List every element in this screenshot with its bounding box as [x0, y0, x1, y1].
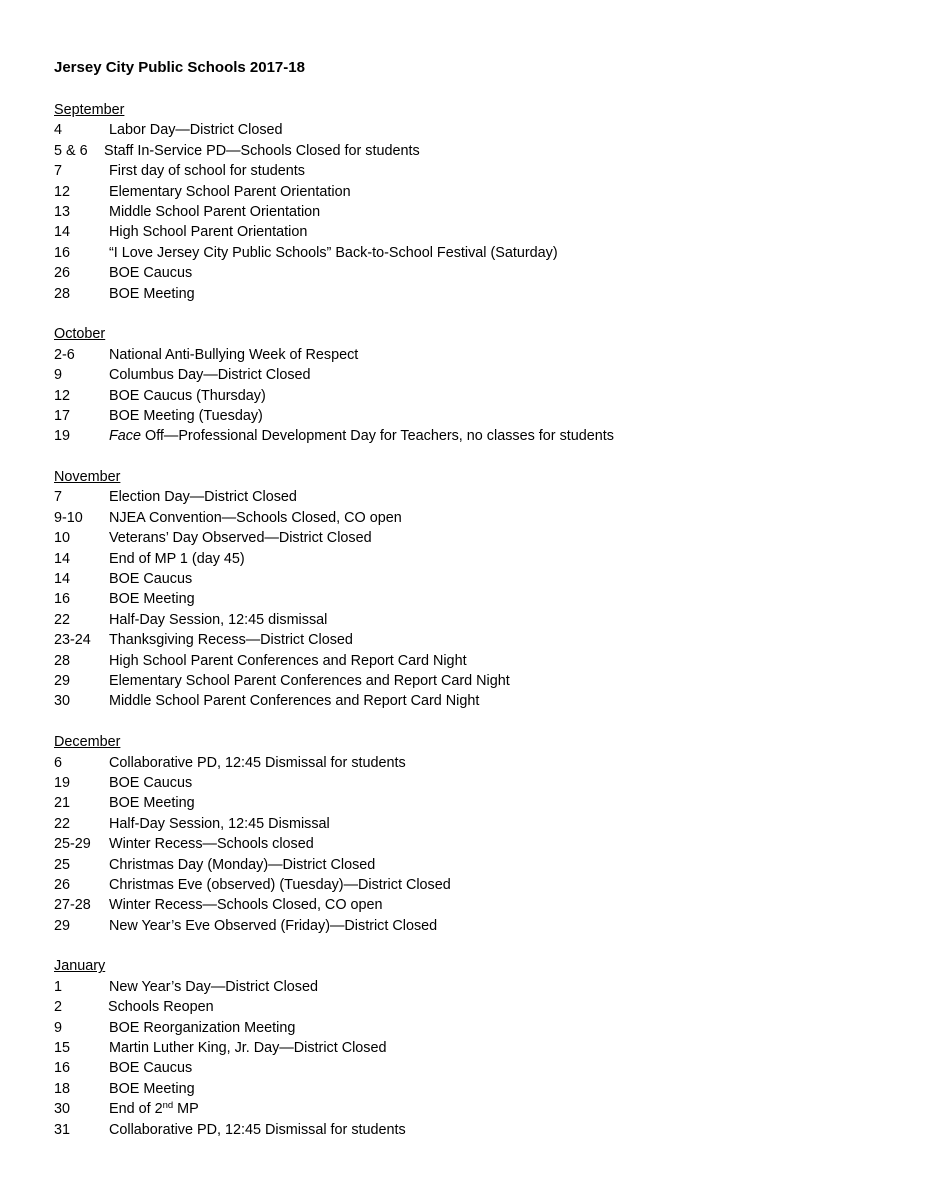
event-superscript: nd	[162, 1100, 174, 1112]
event-text: BOE Reorganization Meeting	[109, 1019, 296, 1036]
event-date: 14	[54, 550, 71, 567]
month-section-december	[54, 732, 927, 936]
event-row	[54, 855, 927, 875]
event-date: 2-6	[54, 346, 75, 363]
document-title: Jersey City Public Schools 2017-18	[54, 59, 305, 76]
event-date: 22	[54, 815, 71, 832]
month-heading: January	[54, 958, 106, 975]
event-row	[54, 284, 927, 304]
event-description	[109, 1079, 195, 1099]
event-row	[54, 875, 927, 895]
event-date: 7	[54, 489, 63, 506]
event-text: Winter Recess—Schools closed	[109, 836, 314, 853]
event-text: BOE Caucus	[109, 571, 193, 588]
event-text: BOE Meeting (Tuesday)	[109, 407, 263, 424]
event-row	[54, 141, 927, 161]
event-date: 16	[54, 591, 71, 608]
event-description	[109, 386, 266, 406]
event-row	[54, 753, 927, 773]
event-description	[109, 691, 479, 711]
event-description	[109, 855, 375, 875]
event-row	[54, 569, 927, 589]
event-text: BOE Caucus	[109, 1060, 193, 1077]
event-text: Collaborative PD, 12:45 Dismissal for students	[109, 1121, 406, 1138]
event-date: 27-28	[54, 897, 91, 914]
event-text: National Anti-Bullying Week of Respect	[109, 346, 359, 363]
event-text: End of MP 1 (day 45)	[109, 550, 245, 567]
event-text: BOE Caucus (Thursday)	[109, 387, 266, 404]
event-text-suffix: MP	[173, 1101, 199, 1118]
event-text: Staff In-Service PD—Schools Closed for students	[104, 142, 420, 159]
event-description	[109, 508, 402, 528]
event-date: 9-10	[54, 509, 83, 526]
month-heading: December	[54, 734, 121, 751]
event-date: 31	[54, 1121, 71, 1138]
event-description	[109, 161, 305, 181]
event-row	[54, 161, 927, 181]
event-description	[109, 569, 192, 589]
event-italic-text: Face	[109, 428, 141, 445]
event-row	[54, 1038, 927, 1058]
event-text: High School Parent Conferences and Report Card Night	[109, 652, 467, 669]
event-text: Labor Day—District Closed	[109, 122, 283, 139]
event-date: 17	[54, 407, 71, 424]
event-row	[54, 182, 927, 202]
event-date: 16	[54, 1060, 71, 1077]
month-list	[54, 100, 927, 1140]
event-description	[109, 365, 311, 385]
event-date: 12	[54, 183, 71, 200]
event-row	[54, 610, 927, 630]
event-date: 18	[54, 1080, 71, 1097]
event-text: Election Day—District Closed	[109, 489, 297, 506]
event-description	[109, 1058, 192, 1078]
event-date: 13	[54, 203, 71, 220]
event-date: 9	[54, 1019, 63, 1036]
event-date: 30	[54, 1101, 71, 1118]
event-row	[54, 773, 927, 793]
event-description	[109, 875, 451, 895]
event-row	[54, 528, 927, 548]
event-description	[109, 243, 558, 263]
event-text: Off—Professional Development Day for Teachers, no classes for students	[141, 428, 614, 445]
month-section-october	[54, 324, 927, 446]
event-text: Middle School Parent Orientation	[109, 203, 321, 220]
month-section-november	[54, 467, 927, 712]
event-description	[109, 895, 383, 915]
event-row	[54, 977, 927, 997]
event-date: 19	[54, 774, 71, 791]
month-heading: October	[54, 326, 106, 343]
event-date: 29	[54, 917, 71, 934]
event-text: Christmas Eve (observed) (Tuesday)—District Closed	[109, 876, 451, 893]
event-text: Half-Day Session, 12:45 dismissal	[109, 611, 328, 628]
event-date: 9	[54, 367, 63, 384]
event-text: Thanksgiving Recess—District Closed	[109, 632, 353, 649]
event-row	[54, 916, 927, 936]
event-row	[54, 345, 927, 365]
event-text: Elementary School Parent Orientation	[109, 183, 351, 200]
event-description	[108, 997, 214, 1017]
event-description	[109, 773, 192, 793]
event-description	[109, 651, 467, 671]
event-text: Columbus Day—District Closed	[109, 367, 311, 384]
event-description	[109, 1018, 295, 1038]
event-row	[54, 589, 927, 609]
event-description	[109, 1120, 406, 1140]
event-text: Collaborative PD, 12:45 Dismissal for students	[109, 754, 406, 771]
month-section-september	[54, 100, 927, 304]
event-description	[109, 202, 320, 222]
event-row	[54, 997, 927, 1017]
event-description	[109, 916, 437, 936]
event-date: 4	[54, 122, 63, 139]
event-row	[54, 263, 927, 283]
event-text: Elementary School Parent Conferences and Report Card Night	[109, 672, 510, 689]
event-row	[54, 549, 927, 569]
event-row	[54, 691, 927, 711]
event-row	[54, 120, 927, 140]
event-text: BOE Meeting	[109, 795, 195, 812]
event-row	[54, 1120, 927, 1140]
event-date: 25-29	[54, 836, 91, 853]
event-description	[109, 263, 192, 283]
event-row	[54, 202, 927, 222]
event-text: New Year’s Eve Observed (Friday)—District Closed	[109, 917, 438, 934]
event-description	[109, 753, 406, 773]
event-text: BOE Meeting	[109, 1080, 195, 1097]
event-date: 28	[54, 652, 71, 669]
event-description	[109, 528, 372, 548]
event-text: First day of school for students	[109, 163, 305, 180]
event-row	[54, 487, 927, 507]
event-date: 28	[54, 285, 71, 302]
event-date: 29	[54, 672, 71, 689]
event-description	[109, 977, 318, 997]
event-description	[109, 406, 263, 426]
event-description	[109, 182, 351, 202]
event-date: 12	[54, 387, 71, 404]
event-row	[54, 426, 927, 446]
event-row	[54, 834, 927, 854]
event-text: BOE Caucus	[109, 774, 193, 791]
event-date: 25	[54, 856, 71, 873]
event-description	[109, 284, 195, 304]
event-date: 14	[54, 224, 71, 241]
event-row	[54, 630, 927, 650]
event-description	[109, 793, 195, 813]
event-text: Christmas Day (Monday)—District Closed	[109, 856, 376, 873]
event-text: NJEA Convention—Schools Closed, CO open	[109, 509, 402, 526]
month-heading: November	[54, 469, 121, 486]
event-row	[54, 793, 927, 813]
event-text: BOE Meeting	[109, 591, 195, 608]
event-date: 2	[54, 999, 63, 1016]
event-text: “I Love Jersey City Public Schools” Back-to-School Festival (Saturday)	[109, 244, 558, 261]
event-date: 23-24	[54, 632, 91, 649]
event-row	[54, 406, 927, 426]
event-row	[54, 222, 927, 242]
event-row	[54, 1079, 927, 1099]
event-text: BOE Meeting	[109, 285, 195, 302]
event-date: 1	[54, 978, 63, 995]
event-date: 6	[54, 754, 63, 771]
event-date: 15	[54, 1040, 71, 1057]
event-text: Veterans’ Day Observed—District Closed	[109, 530, 372, 547]
event-row	[54, 1099, 927, 1119]
event-text: High School Parent Orientation	[109, 224, 308, 241]
event-description	[109, 487, 297, 507]
event-row	[54, 651, 927, 671]
event-description	[109, 610, 327, 630]
event-date: 10	[54, 530, 71, 547]
event-date: 22	[54, 611, 71, 628]
event-description	[109, 1099, 199, 1119]
event-description	[109, 120, 283, 140]
event-description	[109, 630, 353, 650]
event-date: 19	[54, 428, 71, 445]
event-description	[109, 426, 614, 446]
event-text: End of 2	[109, 1101, 163, 1118]
event-date: 14	[54, 571, 71, 588]
event-row	[54, 243, 927, 263]
event-row	[54, 814, 927, 834]
event-text: Middle School Parent Conferences and Report Card Night	[109, 693, 480, 710]
event-description	[109, 549, 245, 569]
event-description	[109, 814, 330, 834]
event-text: Half-Day Session, 12:45 Dismissal	[109, 815, 330, 832]
event-date: 26	[54, 265, 71, 282]
event-text: BOE Caucus	[109, 265, 193, 282]
event-row	[54, 386, 927, 406]
event-row	[54, 671, 927, 691]
event-description	[109, 834, 314, 854]
event-text: Martin Luther King, Jr. Day—District Closed	[109, 1040, 387, 1057]
event-text: Winter Recess—Schools Closed, CO open	[109, 897, 383, 914]
event-description	[109, 345, 358, 365]
event-row	[54, 365, 927, 385]
event-row	[54, 895, 927, 915]
event-date: 5 & 6	[54, 142, 88, 159]
event-description	[109, 671, 510, 691]
event-row	[54, 508, 927, 528]
month-heading: September	[54, 102, 125, 118]
event-date: 30	[54, 693, 71, 710]
event-description	[109, 589, 195, 609]
event-date: 21	[54, 795, 71, 812]
event-text: New Year’s Day—District Closed	[109, 978, 319, 995]
event-description	[109, 222, 307, 242]
event-row	[54, 1018, 927, 1038]
month-section-january	[54, 956, 927, 1140]
event-date: 7	[54, 163, 63, 180]
event-row	[54, 1058, 927, 1078]
event-description	[109, 1038, 387, 1058]
event-description	[104, 141, 420, 161]
event-date: 16	[54, 244, 71, 261]
event-text: Schools Reopen	[108, 999, 214, 1016]
event-date: 26	[54, 876, 71, 893]
